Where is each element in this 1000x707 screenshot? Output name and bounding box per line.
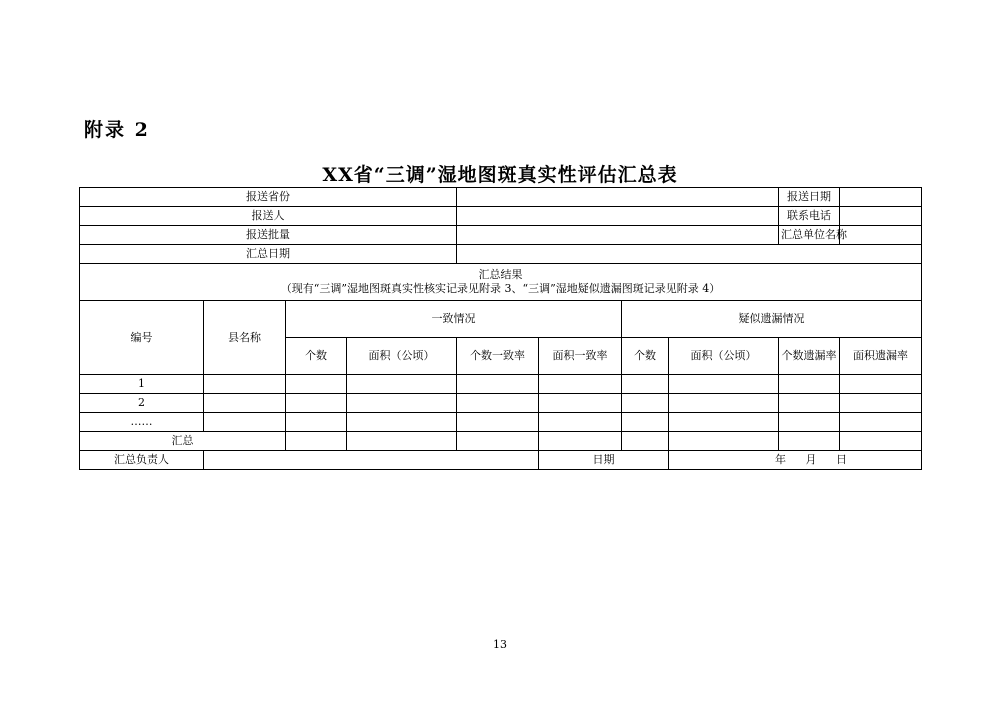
cell[interactable] (840, 375, 922, 394)
cell[interactable] (347, 375, 457, 394)
cell[interactable] (539, 375, 622, 394)
cell[interactable] (204, 375, 286, 394)
cell[interactable] (622, 432, 669, 451)
header-row-1 (80, 301, 922, 338)
result-title: 汇总结果 (478, 268, 523, 281)
count-header: 个数 (286, 338, 347, 375)
count-rate-header: 个数一致率 (457, 338, 539, 375)
document-title: XX省“三调”湿地图斑真实性评估汇总表 (322, 164, 678, 186)
row-number: 2 (80, 394, 204, 413)
unit-value[interactable] (840, 226, 922, 245)
summary-date-label: 汇总日期 (80, 245, 457, 264)
cell[interactable] (204, 413, 286, 432)
responsible-person-value[interactable] (204, 451, 539, 470)
county-header: 县名称 (204, 301, 286, 375)
info-row-province (80, 188, 922, 207)
cell[interactable] (286, 375, 347, 394)
cell[interactable] (779, 413, 840, 432)
footer-date-label: 日期 (539, 451, 669, 470)
cell[interactable] (347, 432, 457, 451)
phone-label: 联系电话 (779, 207, 840, 226)
footer-row (80, 451, 922, 470)
page-number: 13 (493, 638, 507, 651)
total-label: 汇总 (80, 432, 286, 451)
appendix-label: 附录 2 (84, 119, 150, 141)
cell[interactable] (539, 432, 622, 451)
info-row-person (80, 207, 922, 226)
total-row (80, 432, 922, 451)
cell[interactable] (669, 394, 779, 413)
report-date-label: 报送日期 (779, 188, 840, 207)
omit-area-rate-header: 面积遗漏率 (840, 338, 922, 375)
info-row-summary-date (80, 245, 922, 264)
table-row (80, 375, 922, 394)
cell[interactable] (840, 394, 922, 413)
cell[interactable] (457, 375, 539, 394)
omission-header: 疑似遗漏情况 (622, 301, 922, 338)
table-row (80, 413, 922, 432)
result-row (80, 264, 922, 301)
table-row (80, 394, 922, 413)
summary-table (79, 187, 922, 470)
number-header: 编号 (80, 301, 204, 375)
cell[interactable] (779, 394, 840, 413)
cell[interactable] (286, 413, 347, 432)
cell[interactable] (457, 413, 539, 432)
cell[interactable] (622, 394, 669, 413)
cell[interactable] (840, 413, 922, 432)
report-date-value[interactable] (840, 188, 922, 207)
row-number: …… (80, 413, 204, 432)
unit-label: 汇总单位名称 (779, 226, 840, 245)
cell[interactable] (669, 432, 779, 451)
cell[interactable] (457, 394, 539, 413)
batch-label: 报送批量 (80, 226, 457, 245)
cell[interactable] (779, 375, 840, 394)
phone-value[interactable] (840, 207, 922, 226)
area-rate-header: 面积一致率 (539, 338, 622, 375)
result-note: （现有“三调”湿地图斑真实性核实记录见附录 3、“三调”湿地疑似遗漏图斑记录见附录 4） (280, 282, 721, 295)
cell[interactable] (669, 375, 779, 394)
omit-area-header: 面积（公顷） (669, 338, 779, 375)
cell[interactable] (286, 394, 347, 413)
cell[interactable] (840, 432, 922, 451)
cell[interactable] (539, 394, 622, 413)
omit-count-rate-header: 个数遗漏率 (779, 338, 840, 375)
reporter-value[interactable] (457, 207, 779, 226)
omit-count-header: 个数 (622, 338, 669, 375)
province-label: 报送省份 (80, 188, 457, 207)
responsible-person-label: 汇总负责人 (80, 451, 204, 470)
cell[interactable] (347, 413, 457, 432)
area-header: 面积（公顷） (347, 338, 457, 375)
cell[interactable] (204, 394, 286, 413)
cell[interactable] (286, 432, 347, 451)
reporter-label: 报送人 (80, 207, 457, 226)
cell[interactable] (457, 432, 539, 451)
info-row-batch (80, 226, 922, 245)
row-number: 1 (80, 375, 204, 394)
province-value[interactable] (457, 188, 779, 207)
cell[interactable] (779, 432, 840, 451)
consistent-header: 一致情况 (286, 301, 622, 338)
cell[interactable] (622, 375, 669, 394)
footer-date-value[interactable]: 年 月 日 (669, 451, 922, 470)
cell[interactable] (347, 394, 457, 413)
cell[interactable] (539, 413, 622, 432)
batch-value[interactable] (457, 226, 779, 245)
summary-date-value[interactable] (457, 245, 922, 264)
cell[interactable] (669, 413, 779, 432)
cell[interactable] (622, 413, 669, 432)
